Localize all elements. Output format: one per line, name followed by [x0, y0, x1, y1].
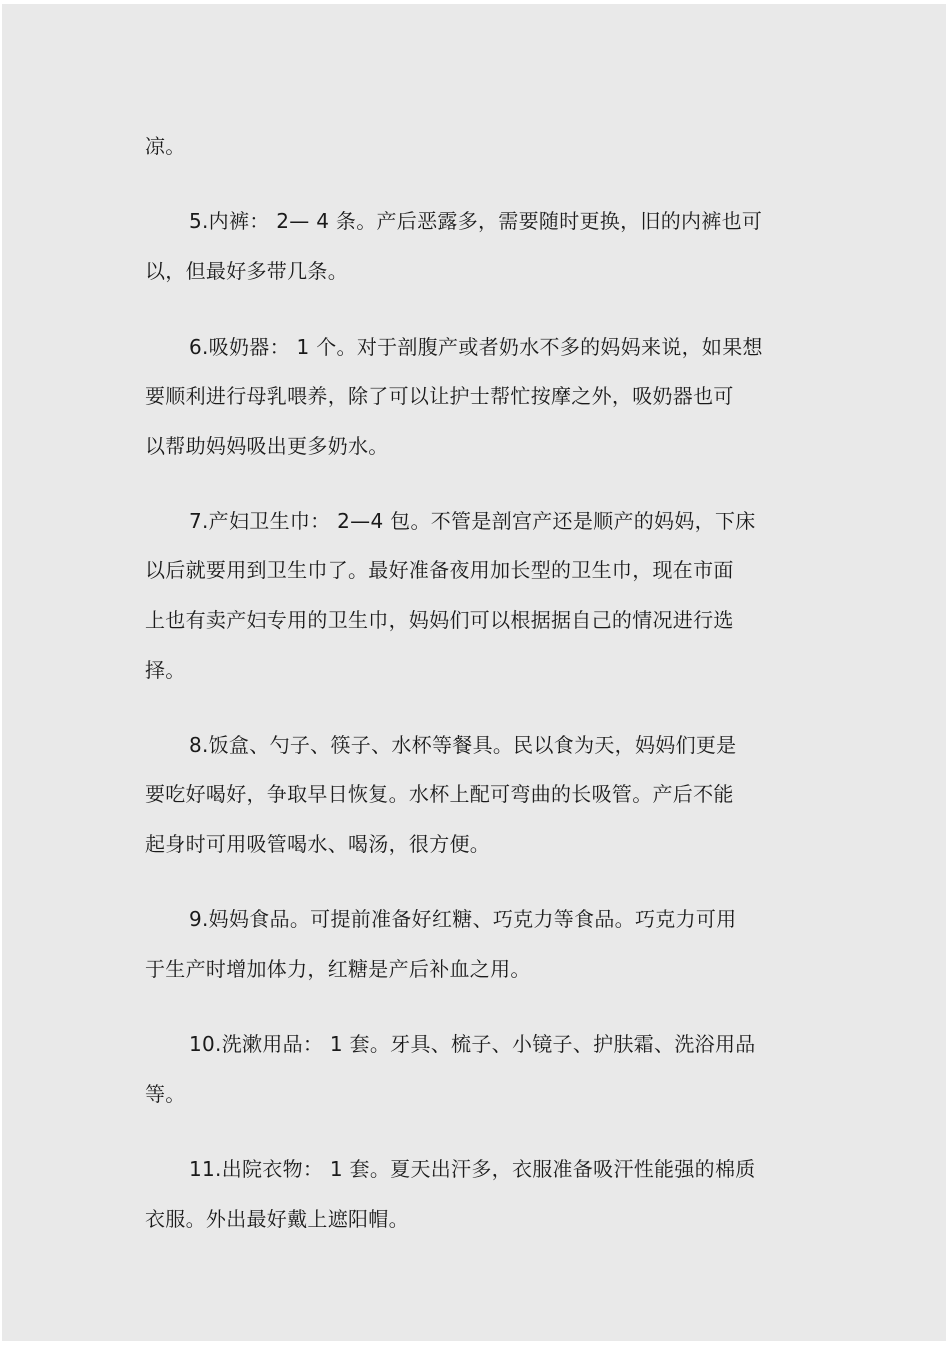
item-8-line-1: 8.饭盒、勺子、筷子、水杯等餐具。民以食为天，妈妈们更是 [189, 733, 737, 757]
item-10-line-2: 等。 [145, 1082, 186, 1106]
item-6-line-2: 要顺利进行母乳喂养，除了可以让护士帮忙按摩之外，吸奶器也可 [145, 384, 734, 408]
item-7-line-4: 择。 [145, 658, 186, 682]
item-11-line-2: 衣服。外出最好戴上遮阳帽。 [145, 1207, 409, 1231]
paragraph-continuation-line: 凉。 [145, 134, 186, 158]
item-6-line-3: 以帮助妈妈吸出更多奶水。 [145, 434, 389, 458]
item-7-line-3: 上也有卖产妇专用的卫生巾，妈妈们可以根据据自己的情况进行选 [145, 608, 734, 632]
item-11-line-1: 11.出院衣物： 1 套。夏天出汗多，衣服准备吸汗性能强的棉质 [189, 1157, 756, 1181]
item-9-line-2: 于生产时增加体力，红糖是产后补血之用。 [145, 957, 531, 981]
item-8-line-2: 要吃好喝好，争取早日恢复。水杯上配可弯曲的长吸管。产后不能 [145, 782, 734, 806]
document-page [2, 4, 946, 1341]
item-6-line-1: 6.吸奶器： 1 个。对于剖腹产或者奶水不多的妈妈来说，如果想 [189, 335, 763, 359]
item-5-line-1: 5.内裤： 2— 4 条。产后恶露多，需要随时更换，旧的内裤也可 [189, 209, 763, 233]
item-10-line-1: 10.洗漱用品： 1 套。牙具、梳子、小镜子、护肤霜、洗浴用品 [189, 1032, 756, 1056]
item-8-line-3: 起身时可用吸管喝水、喝汤，很方便。 [145, 832, 491, 856]
item-7-line-2: 以后就要用到卫生巾了。最好准备夜用加长型的卫生巾，现在市面 [145, 558, 734, 582]
item-9-line-1: 9.妈妈食品。可提前准备好红糖、巧克力等食品。巧克力可用 [189, 907, 737, 931]
item-7-line-1: 7.产妇卫生巾： 2—4 包。不管是剖宫产还是顺产的妈妈，下床 [189, 509, 756, 533]
item-5-line-2: 以，但最好多带几条。 [145, 259, 348, 283]
